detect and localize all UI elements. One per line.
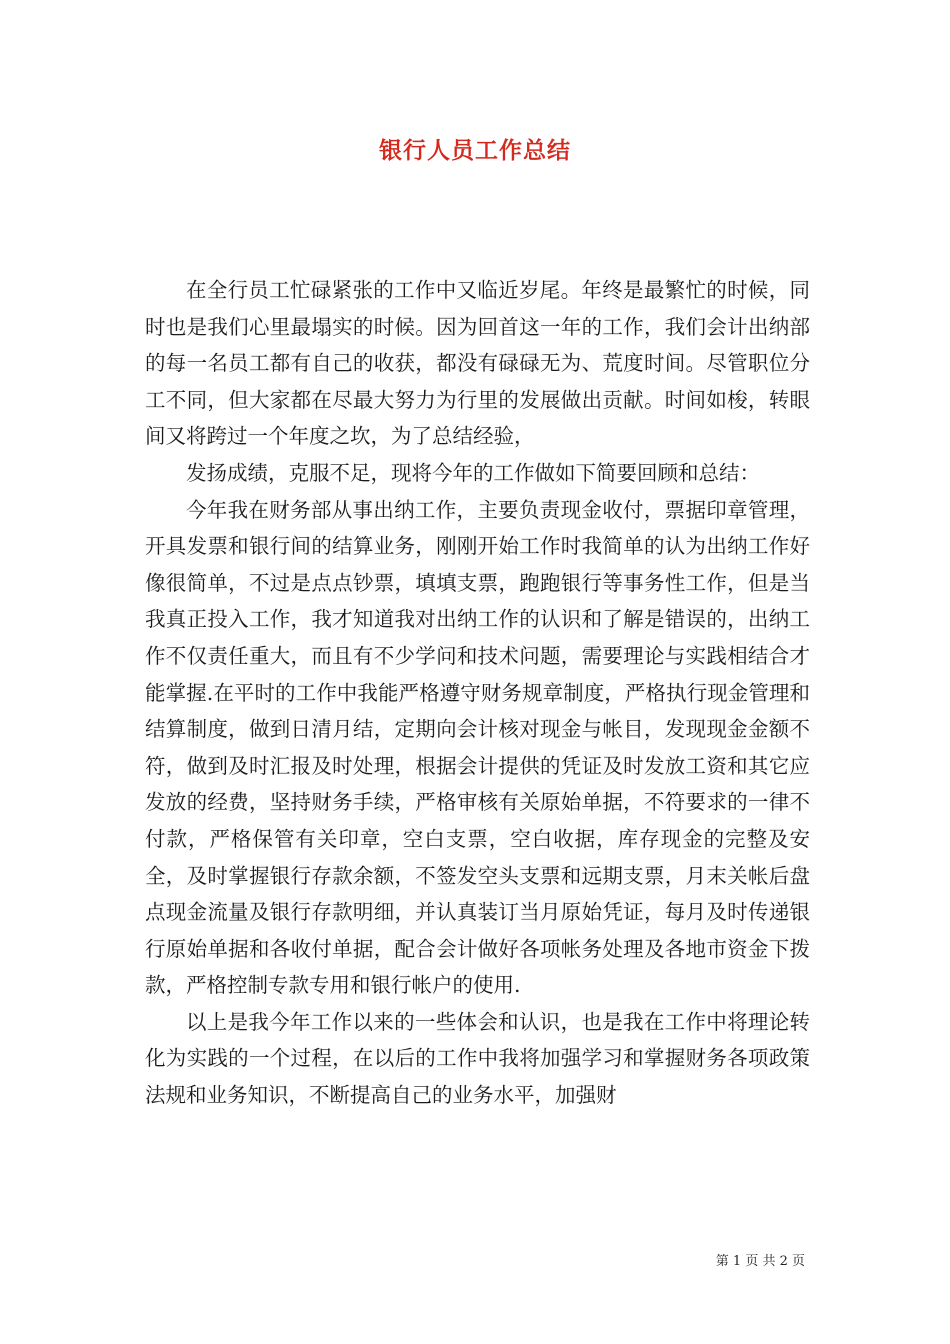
paragraph-3: 今年我在财务部从事出纳工作，主要负责现金收付，票据印章管理，开具发票和银行间的结算业务，刚刚开始工作时我简单的认为出纳工作好像很简单，不过是点点钞票，填填支票，跑跑银行等事务性工作，但是当我真正投入工作，我才知道我对出纳工作的认识和了解是错误的，出纳工作不仅责任重大，而且有不少学问和技术问题，需要理论与实践相结合才能掌握.在平时的工作中我能严格遵守财务规章制度，严格执行现金管理和结算制度，做到日清月结，定期向会计核对现金与帐目，发现现金金额不符，做到及时汇报及时处理，根据会计提供的凭证及时发放工资和其它应发放的经费，坚持财务手续，严格审核有关原始单据，不符要求的一律不付款，严格保管有关印章，空白支票，空白收据，库存现金的完整及安全，及时掌握银行存款余额，不签发空头支票和远期支票，月末关帐后盘点现金流量及银行存款明细，并认真装订当月原始凭证，每月及时传递银行原始单据和各收付单据，配合会计做好各项帐务处理及各地市资金下拨款，严格控制专款专用和银行帐户的使用.	[145, 497, 810, 998]
paragraph-4: 以上是我今年工作以来的一些体会和认识，也是我在工作中将理论转化为实践的一个过程，在以后的工作中我将加强学习和掌握财务各项政策法规和业务知识，不断提高自己的业务水平，加强财	[145, 1009, 810, 1108]
paragraph-1: 在全行员工忙碌紧张的工作中又临近岁尾。年终是最繁忙的时候，同时也是我们心里最塌实的时候。因为回首这一年的工作，我们会计出纳部的每一名员工都有自己的收获，都没有碌碌无为、荒度时间。尽管职位分工不同，但大家都在尽最大努力为行里的发展做出贡献。时间如梭，转眼间又将跨过一个年度之坎，为了总结经验，	[145, 278, 810, 449]
paragraph-2: 发扬成绩，克服不足，现将今年的工作做如下简要回顾和总结：	[186, 460, 760, 485]
document-title: 银行人员工作总结	[379, 138, 571, 164]
document-body	[145, 272, 810, 1114]
page-number: 第 1 页 共 2 页	[715, 1254, 805, 1269]
